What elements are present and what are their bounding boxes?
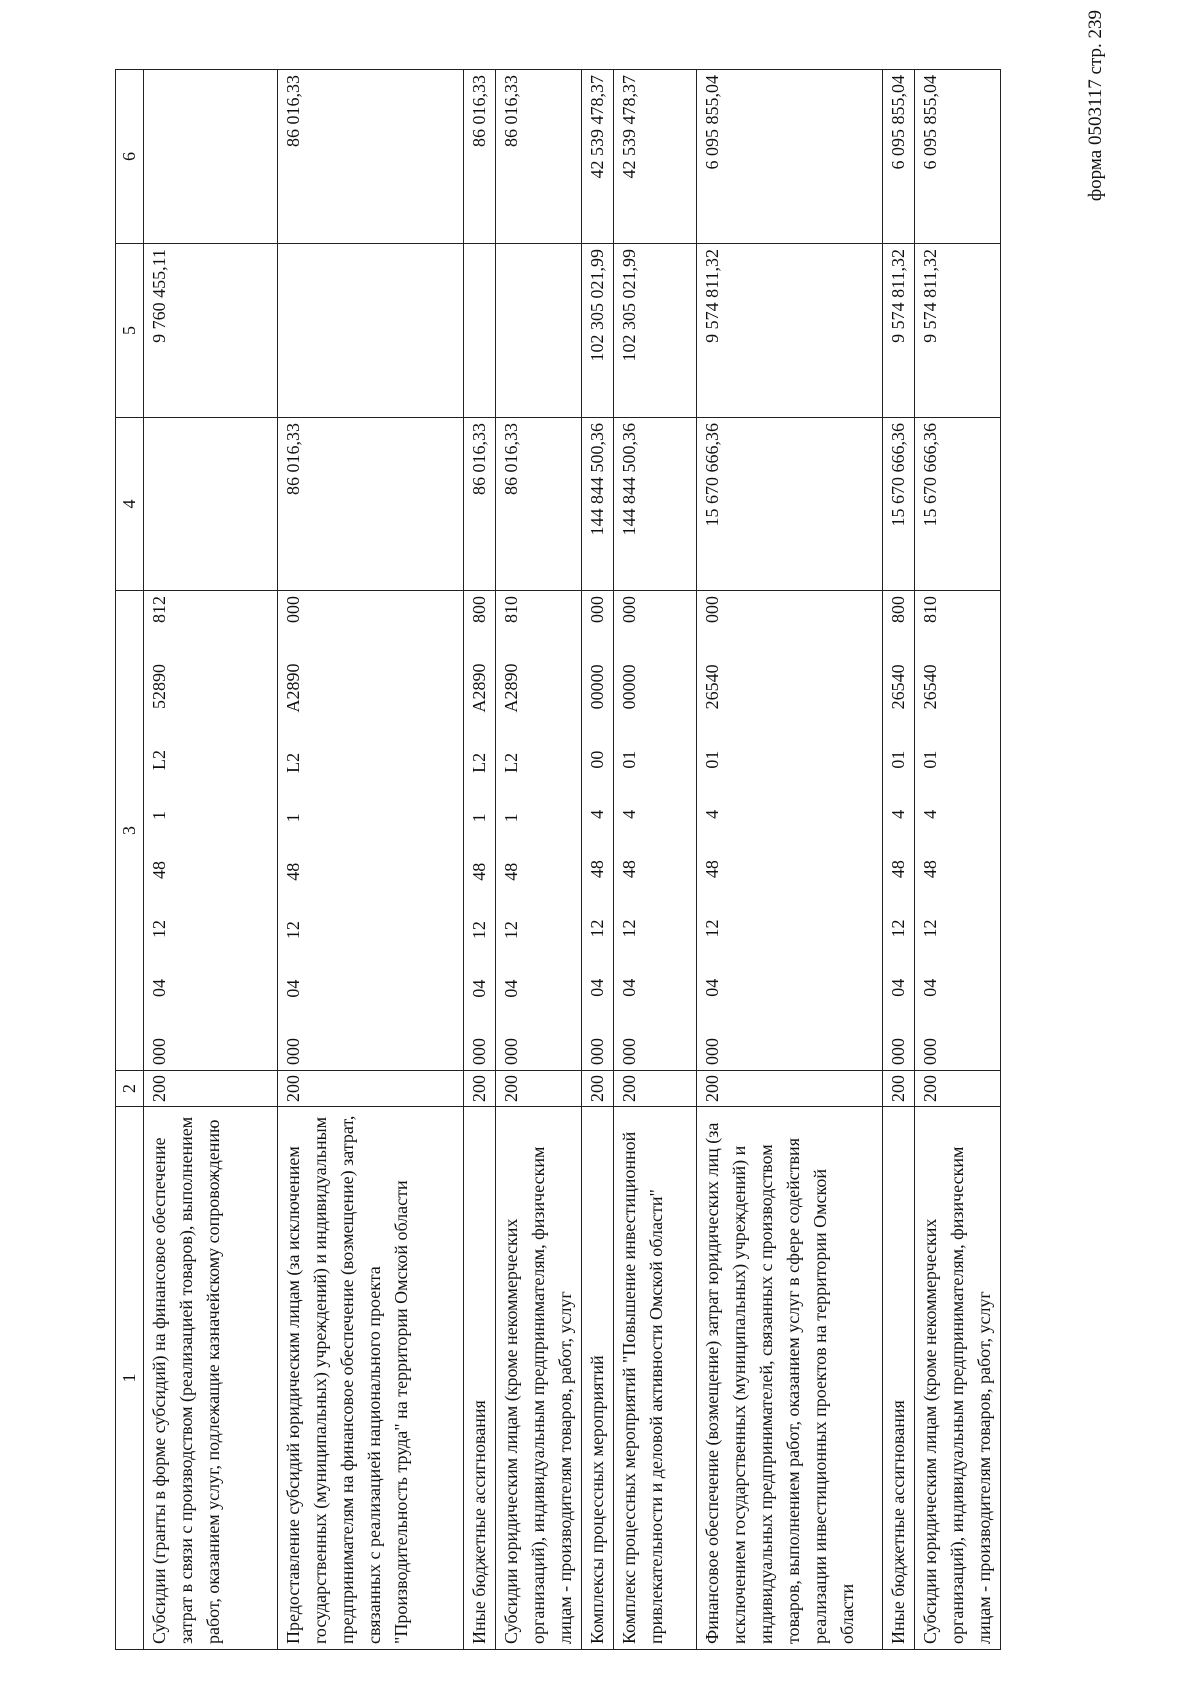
table-row — [464, 70, 496, 1650]
row-classification-code-cell — [915, 591, 1001, 1071]
rotated-table-container — [115, 70, 1090, 1650]
row-line-code-cell: 200 — [915, 1071, 1001, 1107]
code-segment: 48 — [149, 861, 169, 879]
classification-code — [498, 596, 525, 1065]
budget-execution-table — [115, 69, 1001, 1650]
code-segment: 000 — [469, 1038, 489, 1065]
code-segment: 01 — [888, 750, 908, 769]
row-unexecuted-amount-cell: 86 016,33 — [278, 70, 464, 244]
row-classification-code-cell — [614, 591, 697, 1071]
code-segment: 000 — [587, 596, 607, 624]
row-name-cell: Субсидии юридическим лицам (кроме некоммерческих организаций), индивидуальным предпринимателям, физическим лицам - производителям товаров, работ, услуг — [496, 1107, 582, 1650]
code-segment: 04 — [587, 978, 607, 997]
code-segment: 000 — [702, 1038, 722, 1065]
column-number: 4 — [116, 418, 144, 591]
column-number: 2 — [116, 1071, 144, 1107]
row-classification-code-cell — [496, 591, 582, 1071]
code-segment: 000 — [283, 1038, 303, 1065]
code-segment: 26540 — [702, 664, 722, 710]
classification-code — [466, 596, 493, 1065]
code-segment: 000 — [702, 596, 722, 624]
row-executed-amount-cell: 9 760 455,11 — [144, 244, 278, 418]
row-approved-amount-cell: 144 844 500,36 — [582, 418, 614, 591]
column-number-row — [116, 70, 144, 1650]
code-segment: 12 — [501, 921, 521, 940]
code-segment: 12 — [888, 919, 908, 938]
column-number: 3 — [116, 591, 144, 1071]
row-executed-amount-cell — [464, 244, 496, 418]
row-line-code-cell: 200 — [496, 1071, 582, 1107]
row-executed-amount-cell: 9 574 811,32 — [697, 244, 883, 418]
code-segment: 12 — [702, 919, 722, 938]
code-segment: 04 — [920, 978, 940, 997]
code-segment: L2 — [149, 750, 169, 770]
code-segment: 4 — [587, 809, 607, 819]
row-unexecuted-amount-cell: 42 539 478,37 — [582, 70, 614, 244]
code-segment: 04 — [619, 978, 639, 997]
row-classification-code-cell — [278, 591, 464, 1071]
code-segment: 26540 — [888, 664, 908, 710]
code-segment: 000 — [149, 1038, 169, 1065]
column-number: 1 — [116, 1107, 144, 1650]
code-segment: 12 — [587, 919, 607, 938]
code-segment: L2 — [501, 752, 521, 773]
row-approved-amount-cell: 86 016,33 — [278, 418, 464, 591]
table-row — [278, 70, 464, 1650]
code-segment: L2 — [469, 752, 489, 773]
code-segment: 1 — [501, 813, 521, 823]
row-executed-amount-cell: 9 574 811,32 — [915, 244, 1001, 418]
code-segment: 01 — [920, 750, 940, 769]
code-segment: 812 — [149, 596, 169, 623]
table-row — [915, 70, 1001, 1650]
code-segment: 04 — [469, 979, 489, 998]
row-executed-amount-cell: 102 305 021,99 — [582, 244, 614, 418]
code-segment: 48 — [888, 860, 908, 879]
table-row — [883, 70, 915, 1650]
code-segment: 52890 — [149, 664, 169, 709]
code-segment: 4 — [920, 809, 940, 819]
row-name-cell: Субсидии юридическим лицам (кроме некоммерческих организаций), индивидуальным предпринимателям, физическим лицам - производителям товаров, работ, услуг — [915, 1107, 1001, 1650]
row-classification-code-cell — [582, 591, 614, 1071]
code-segment: 00 — [587, 750, 607, 769]
table-row — [614, 70, 697, 1650]
code-segment: 04 — [888, 978, 908, 997]
classification-code — [146, 596, 173, 1065]
row-classification-code-cell — [464, 591, 496, 1071]
row-executed-amount-cell — [278, 244, 464, 418]
row-approved-amount-cell: 15 670 666,36 — [883, 418, 915, 591]
code-segment: 12 — [469, 921, 489, 940]
code-segment: 4 — [702, 809, 722, 819]
code-segment: 04 — [149, 979, 169, 997]
row-approved-amount-cell: 86 016,33 — [464, 418, 496, 591]
row-name-cell: Субсидии (гранты в форме субсидий) на финансовое обеспечение затрат в связи с производством (реализацией товаров), выполнением работ, оказанием услуг, подлежащие казначейскому сопровождению — [144, 1107, 278, 1650]
code-segment: 01 — [702, 750, 722, 769]
classification-code — [917, 596, 944, 1065]
code-segment: 4 — [888, 809, 908, 819]
row-executed-amount-cell: 9 574 811,32 — [883, 244, 915, 418]
code-segment: 000 — [501, 1038, 521, 1065]
code-segment: 48 — [587, 860, 607, 879]
code-segment: 12 — [920, 919, 940, 938]
table-row — [496, 70, 582, 1650]
row-line-code-cell: 200 — [582, 1071, 614, 1107]
row-approved-amount-cell: 86 016,33 — [496, 418, 582, 591]
code-segment: 810 — [920, 596, 940, 624]
code-segment: 04 — [283, 979, 303, 998]
code-segment: A2890 — [501, 663, 521, 713]
classification-code — [616, 596, 643, 1065]
row-classification-code-cell — [144, 591, 278, 1071]
row-name-cell: Предоставление субсидий юридическим лицам (за исключением государственных (муниципальных) учреждений) и индивидуальным предпринимателям на финансовое обеспечение (возмещение) затрат, связанных с реализацией национального проекта "Производительность труда" на территории Омской области — [278, 1107, 464, 1650]
code-segment: 810 — [501, 596, 521, 624]
row-line-code-cell: 200 — [464, 1071, 496, 1107]
row-executed-amount-cell: 102 305 021,99 — [614, 244, 697, 418]
code-segment: 1 — [283, 813, 303, 823]
row-unexecuted-amount-cell: 6 095 855,04 — [697, 70, 883, 244]
code-segment: 04 — [501, 979, 521, 998]
code-segment: 1 — [469, 813, 489, 823]
code-segment: 12 — [619, 919, 639, 938]
row-name-cell: Финансовое обеспечение (возмещение) затрат юридических лиц (за исключением государственных (муниципальных) учреждений) и индивидуальных предпринимателей, связанных с производством товаров, выполнением работ, оказанием услуг в сфере содействия реализации инвестиционных проектов на территории Омской области — [697, 1107, 883, 1650]
code-segment: 48 — [702, 860, 722, 879]
row-line-code-cell: 200 — [144, 1071, 278, 1107]
form-reference: форма 0503117 стр. 239 — [1085, 10, 1106, 202]
row-name-cell: Комплексы процессных мероприятий — [582, 1107, 614, 1650]
column-number: 6 — [116, 70, 144, 244]
row-unexecuted-amount-cell: 6 095 855,04 — [883, 70, 915, 244]
classification-code — [584, 596, 611, 1065]
row-approved-amount-cell: 15 670 666,36 — [697, 418, 883, 591]
row-unexecuted-amount-cell: 86 016,33 — [496, 70, 582, 244]
code-segment: 48 — [501, 862, 521, 881]
row-line-code-cell: 200 — [883, 1071, 915, 1107]
code-segment: 01 — [619, 750, 639, 769]
classification-code — [885, 596, 912, 1065]
row-approved-amount-cell — [144, 418, 278, 591]
code-segment: 000 — [888, 1038, 908, 1065]
row-approved-amount-cell: 15 670 666,36 — [915, 418, 1001, 591]
code-segment: 48 — [283, 862, 303, 881]
code-segment: 26540 — [920, 664, 940, 710]
code-segment: 000 — [619, 596, 639, 624]
code-segment: 800 — [469, 596, 489, 624]
row-name-cell: Иные бюджетные ассигнования — [883, 1107, 915, 1650]
row-unexecuted-amount-cell: 42 539 478,37 — [614, 70, 697, 244]
code-segment: 04 — [702, 978, 722, 997]
row-line-code-cell: 200 — [697, 1071, 883, 1107]
code-segment: 000 — [619, 1038, 639, 1065]
row-approved-amount-cell: 144 844 500,36 — [614, 418, 697, 591]
table-row — [697, 70, 883, 1650]
code-segment: 12 — [149, 920, 169, 938]
column-number: 5 — [116, 244, 144, 418]
code-segment: A2890 — [469, 663, 489, 713]
code-segment: 800 — [888, 596, 908, 624]
code-segment: 4 — [619, 809, 639, 819]
classification-code — [699, 596, 726, 1065]
code-segment: 00000 — [587, 664, 607, 710]
row-line-code-cell: 200 — [614, 1071, 697, 1107]
code-segment: 000 — [920, 1038, 940, 1065]
row-name-cell: Комплекс процессных мероприятий "Повышение инвестиционной привлекательности и деловой активности Омской области" — [614, 1107, 697, 1650]
row-line-code-cell: 200 — [278, 1071, 464, 1107]
row-unexecuted-amount-cell: 6 095 855,04 — [915, 70, 1001, 244]
code-segment: 48 — [619, 860, 639, 879]
code-segment: 12 — [283, 921, 303, 940]
row-unexecuted-amount-cell: 86 016,33 — [464, 70, 496, 244]
code-segment: 1 — [149, 811, 169, 820]
code-segment: L2 — [283, 752, 303, 773]
row-unexecuted-amount-cell — [144, 70, 278, 244]
code-segment: 000 — [587, 1038, 607, 1065]
row-classification-code-cell — [697, 591, 883, 1071]
code-segment: 00000 — [619, 664, 639, 710]
row-classification-code-cell — [883, 591, 915, 1071]
code-segment: 48 — [469, 862, 489, 881]
table-row — [144, 70, 278, 1650]
code-segment: 48 — [920, 860, 940, 879]
row-executed-amount-cell — [496, 244, 582, 418]
code-segment: A2890 — [283, 663, 303, 713]
classification-code — [280, 596, 307, 1065]
table-row — [582, 70, 614, 1650]
code-segment: 000 — [283, 596, 303, 624]
row-name-cell: Иные бюджетные ассигнования — [464, 1107, 496, 1650]
